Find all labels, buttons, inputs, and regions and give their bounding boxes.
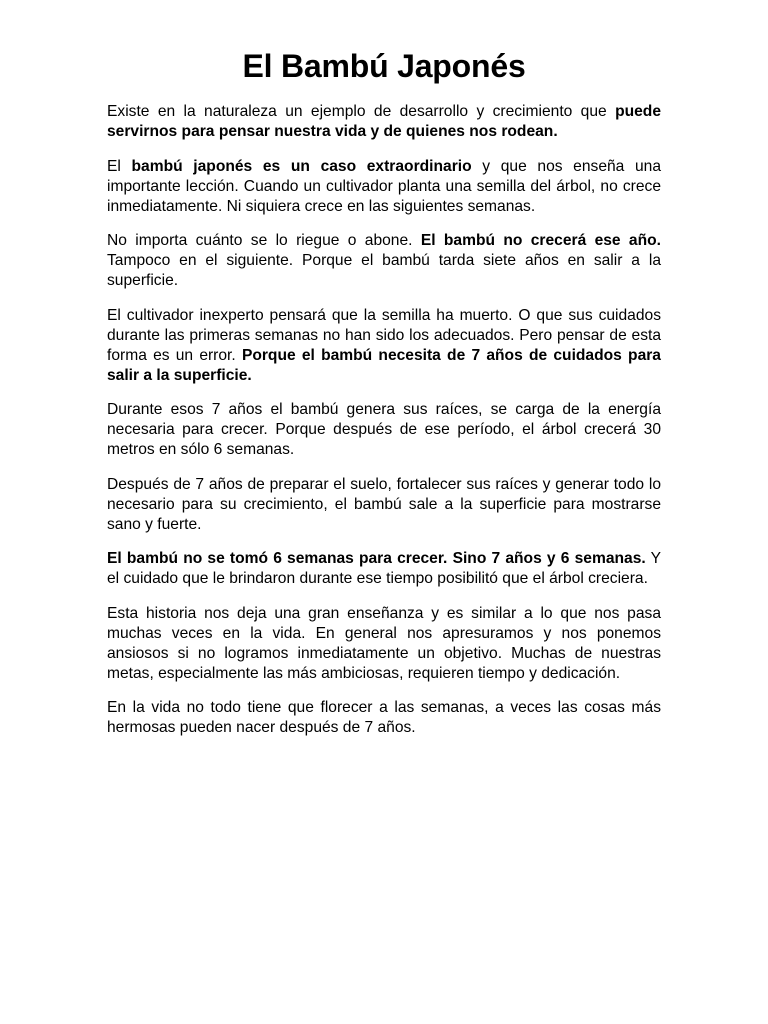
paragraph-text: Tampoco en el siguiente. Porque el bambú tarda siete años en salir a la superficie. bbox=[107, 252, 661, 289]
paragraph-8 bbox=[107, 604, 661, 684]
paragraph-text: Durante esos 7 años el bambú genera sus raíces, se carga de la energía necesaria para crecer. Porque después de ese período, el árbol crecerá 30 metros en sólo 6 semanas. bbox=[107, 401, 661, 458]
paragraph-2 bbox=[107, 157, 661, 217]
paragraph-3 bbox=[107, 231, 661, 291]
paragraph-bold-text: puede servirnos para pensar nuestra vida y de quienes nos rodean. bbox=[107, 103, 661, 140]
paragraph-text: Y el cuidado que le brindaron durante ese tiempo posibilitó que el árbol creciera. bbox=[107, 550, 662, 587]
paragraph-1 bbox=[107, 102, 661, 142]
document-title: El Bambú Japonés bbox=[242, 48, 526, 84]
paragraph-bold-text: El bambú no se tomó 6 semanas para crecer. Sino 7 años y 6 semanas. bbox=[107, 550, 646, 567]
paragraph-text: Después de 7 años de preparar el suelo, fortalecer sus raíces y generar todo lo necesario para su crecimiento, el bambú sale a la superficie para mostrarse sano y fuerte. bbox=[107, 475, 661, 533]
paragraph-5 bbox=[107, 400, 661, 460]
paragraph-6 bbox=[107, 475, 661, 535]
paragraph-text: El cultivador inexperto pensará que la semilla ha muerto. O que sus cuidados durante las primeras semanas no han sido los adecuados. Pero pensar de esta forma es un error. bbox=[107, 306, 661, 364]
paragraph-text: El bbox=[107, 157, 132, 175]
paragraph-text: Esta historia nos deja una gran enseñanza y es similar a lo que nos pasa muchas veces en la vida. En general nos apresuramos y nos ponemos ansiosos si no logramos inmediatamente un objetivo. Muchas de nuestras metas, especialmente las más ambiciosas, requieren tiempo y dedicación. bbox=[107, 604, 661, 682]
paragraph-bold-text: Porque el bambú necesita de 7 años de cuidados para salir a la superficie. bbox=[107, 346, 661, 384]
paragraph-4 bbox=[107, 306, 661, 386]
paragraph-text: No importa cuánto se lo riegue o abone. bbox=[107, 232, 421, 249]
document-page bbox=[107, 44, 661, 753]
paragraph-text: y que nos enseña una importante lección. Cuando un cultivador planta una semilla del árbol, no crece inmediatamente. Ni siquiera crece en las siguientes semanas. bbox=[107, 157, 662, 215]
paragraph-text: En la vida no todo tiene que florecer a las semanas, a veces las cosas más hermosas pueden nacer después de 7 años. bbox=[107, 699, 661, 736]
paragraph-7 bbox=[107, 549, 661, 589]
paragraph-text: Existe en la naturaleza un ejemplo de desarrollo y crecimiento que bbox=[107, 103, 616, 120]
paragraph-9 bbox=[107, 698, 661, 738]
paragraph-bold-text: bambú japonés es un caso extraordinario bbox=[131, 157, 472, 175]
paragraph-bold-text: El bambú no crecerá ese año. bbox=[420, 232, 661, 249]
